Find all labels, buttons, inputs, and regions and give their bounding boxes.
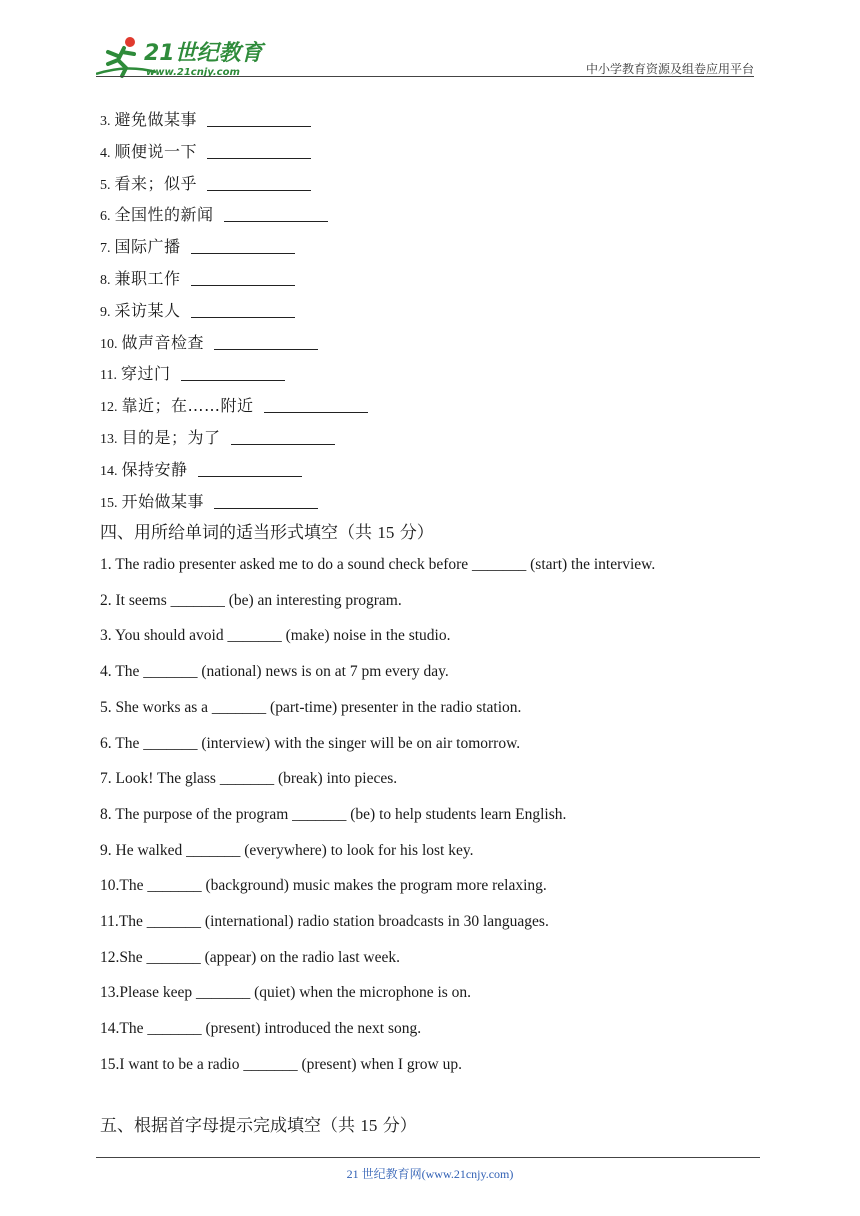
vocab-item-text: 国际广播 [114, 237, 181, 257]
vocab-item [100, 171, 311, 194]
section-5-title: 五、根据首字母提示完成填空（共 15 分） [100, 1116, 417, 1136]
vocab-item-text: 兼职工作 [114, 269, 181, 288]
sentence-number: 10. [100, 877, 120, 895]
sentence-text: I want to be a radio _______ (present) when I grow up. [119, 1055, 463, 1073]
vocab-item [100, 202, 328, 225]
exercise-sentence [100, 699, 521, 717]
footer-divider [96, 1157, 760, 1158]
exercise-sentence [100, 663, 449, 681]
exercise-sentence [100, 1056, 462, 1074]
sentence-text: Please keep _______ (quiet) when the microphone is on. [119, 984, 472, 1002]
exercise-sentence [100, 592, 402, 610]
exercise-sentence [100, 949, 400, 967]
answer-blank[interactable] [207, 112, 311, 127]
vocab-item-number: 15. [100, 495, 118, 511]
vocab-item [100, 298, 295, 321]
vocab-item [100, 107, 311, 130]
site-logo [96, 34, 266, 80]
vocab-item [100, 266, 295, 289]
vocab-item-number: 3. [100, 114, 111, 129]
exercise-sentence [100, 735, 520, 753]
exercise-sentence [100, 1020, 421, 1038]
vocab-item-number: 10. [100, 336, 118, 352]
svg-text:www.21cnjy.com: www.21cnjy.com [146, 67, 240, 78]
sentence-text: The _______ (present) introduced the next song. [119, 1020, 422, 1038]
vocab-item-text: 看来；似乎 [114, 173, 198, 193]
exercise-sentence [100, 842, 473, 860]
exercise-sentence [100, 877, 547, 895]
vocab-item-number: 12. [100, 400, 118, 416]
sentence-text: It seems _______ (be) an interesting program. [115, 591, 402, 609]
sentence-number: 13. [100, 984, 120, 1002]
sentence-text: She _______ (appear) on the radio last week. [119, 948, 401, 966]
vocab-item [100, 234, 295, 257]
sentence-text: Look! The glass _______ (break) into pieces. [115, 770, 398, 788]
section-4-title: 四、用所给单词的适当形式填空（共 15 分） [100, 523, 434, 543]
vocab-item-number: 9. [100, 304, 111, 320]
vocab-item-text: 保持安静 [121, 459, 188, 479]
answer-blank[interactable] [191, 239, 295, 254]
answer-blank[interactable] [231, 430, 335, 445]
footer-text: 21 世纪教育网(www.21cnjy.com) [346, 1167, 514, 1181]
sentence-text: The _______ (national) news is on at 7 pm every day. [115, 663, 449, 681]
sentence-text: The _______ (background) music makes the program more relaxing. [119, 877, 547, 895]
answer-blank[interactable] [191, 271, 295, 286]
sentence-number: 7. [100, 770, 112, 788]
exercise-sentence [100, 984, 471, 1002]
sentence-number: 2. [100, 591, 112, 609]
answer-blank[interactable] [214, 335, 318, 350]
sentence-text: The radio presenter asked me to do a sound check before _______ (start) the interview. [115, 556, 656, 573]
exercise-sentence [100, 627, 450, 645]
vocab-item-number: 14. [100, 463, 118, 479]
vocab-item-text: 全国性的新闻 [114, 205, 214, 225]
vocab-item [100, 330, 318, 353]
site-name: 中小学教育资源及组卷应用平台 [585, 62, 754, 76]
exercise-sentence [100, 806, 566, 824]
vocab-item-number: 5. [100, 177, 111, 193]
answer-blank[interactable] [207, 144, 311, 159]
answer-blank[interactable] [181, 366, 285, 381]
sentence-number: 1. [100, 556, 112, 573]
vocab-item-number: 13. [100, 432, 118, 447]
sentence-number: 12. [100, 948, 120, 966]
vocab-item-text: 做声音检查 [121, 332, 205, 352]
vocab-item [100, 393, 368, 416]
vocab-item-text: 顺便说一下 [114, 141, 198, 161]
answer-blank[interactable] [207, 176, 311, 191]
sentence-text: The _______ (interview) with the singer will be on air tomorrow. [115, 734, 521, 752]
sentence-number: 3. [100, 627, 112, 645]
exercise-sentence [100, 556, 655, 574]
vocab-item-number: 4. [100, 145, 111, 161]
answer-blank[interactable] [224, 207, 328, 222]
runner-logo-icon [96, 34, 266, 80]
vocab-item-text: 开始做某事 [121, 491, 205, 511]
exercise-sentence [100, 770, 397, 788]
header-divider [96, 76, 754, 77]
vocab-item [100, 425, 335, 448]
sentence-number: 4. [100, 663, 112, 681]
vocab-item-text: 穿过门 [120, 364, 171, 384]
vocab-item-text: 靠近；在……附近 [121, 396, 254, 416]
vocab-item-text: 采访某人 [114, 300, 181, 320]
answer-blank[interactable] [191, 303, 295, 318]
sentence-number: 15. [100, 1055, 120, 1073]
vocab-item-number: 8. [100, 273, 111, 288]
sentence-text: He walked _______ (everywhere) to look for his lost key. [115, 841, 474, 859]
sentence-text: The _______ (international) radio station broadcasts in 30 languages. [118, 913, 549, 930]
vocab-item [100, 139, 311, 162]
vocab-item-text: 避免做某事 [114, 110, 198, 129]
vocab-item [100, 489, 318, 512]
svg-text:21世纪教育: 21世纪教育 [144, 41, 263, 66]
sentence-number: 14. [100, 1020, 120, 1038]
answer-blank[interactable] [264, 398, 368, 413]
vocab-item-number: 7. [100, 241, 111, 257]
sentence-number: 9. [100, 841, 112, 859]
answer-blank[interactable] [198, 462, 302, 477]
sentence-text: You should avoid _______ (make) noise in the studio. [114, 627, 451, 645]
sentence-text: She works as a _______ (part-time) presenter in the radio station. [115, 698, 522, 716]
sentence-number: 11. [100, 913, 119, 930]
vocab-item [100, 361, 285, 384]
sentence-text: The purpose of the program _______ (be) to help students learn English. [115, 805, 567, 823]
answer-blank[interactable] [214, 494, 318, 509]
exercise-sentence [100, 913, 549, 931]
vocab-item-text: 目的是；为了 [121, 428, 221, 447]
vocab-item [100, 457, 302, 480]
sentence-number: 5. [100, 698, 112, 716]
vocab-item-number: 6. [100, 209, 111, 225]
sentence-number: 8. [100, 805, 112, 823]
sentence-number: 6. [100, 734, 112, 752]
vocab-item-number: 11. [100, 368, 117, 384]
